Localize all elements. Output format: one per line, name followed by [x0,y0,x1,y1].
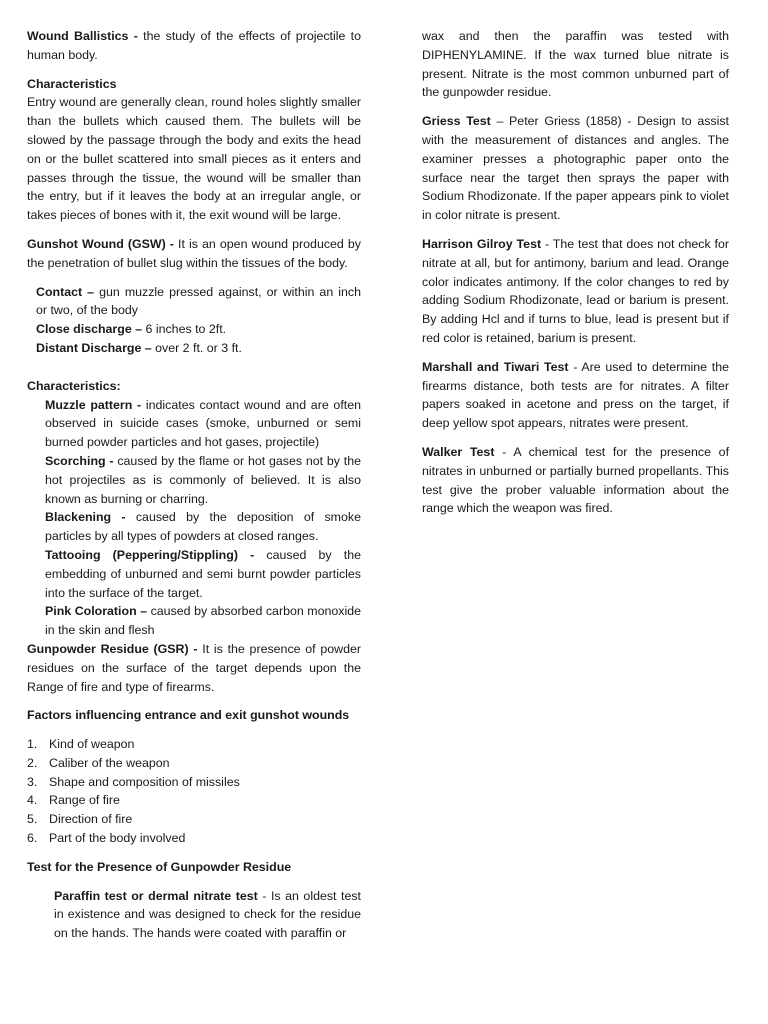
gsr-term: Gunpowder Residue (GSR) - [27,641,198,656]
walker-definition: - A chemical test for the presence of nitrates in unburned or partially burned propellants. This test give the prober valuable information about the range which the weapon was fired. [422,444,730,516]
characteristic-item: Scorching - caused by the flame or hot gases not by the hot projectiles as is commonly of believed. It is also known as burning or charring. [45,453,361,506]
left-column [27,27,361,943]
griess-definition: – Peter Griess (1858) - Design to assist with the measurement of distances and angles. The examiner presses a photographic paper onto the surface near the target then sprays the paper with Sodium Rhodizonate. If the paper appears pink to violet in color nitrate is present. [422,114,729,223]
marshall-definition: - Are used to determine the firearms distance, both tests are for nitrates. A filter papers soaked in acetone and press on the target, if deep yellow spot appears, nitrates were present. [422,359,730,431]
list-item: 5. Direction of fire [27,812,133,827]
harrison-paragraph [422,235,729,348]
factors-heading: Factors influencing entrance and exit gunshot wounds [27,708,350,723]
discharge-item: Close discharge – 6 inches to 2ft. [36,322,227,337]
marshall-paragraph [422,358,729,433]
list-item: 6. Part of the body involved [27,831,186,846]
characteristic-item: Tattooing (Peppering/Stippling) - caused by the embedding of unburned and semi burnt powder particles into the surface of the target. [45,547,362,600]
characteristic-item: Pink Coloration – caused by absorbed carbon monoxide in the skin and flesh [45,604,361,638]
characteristics-paragraph: Entry wound are generally clean, round holes slightly smaller than the bullets which caused them. The bullets will be slowed by the passage through the body and exits the head on or the bullet scattered into small pieces as it enters and passes through the tissue, the wound will be smaller than the entry, but if it leaves the body at an irregular angle, or takes pieces of bones with it, the exit wound will be large. [27,95,361,223]
wound-ballistics-definition: the study of the effects of projectile to human body. [27,29,361,62]
gsr-paragraph [27,640,361,696]
discharge-item: Contact – gun muzzle pressed against, or within an inch or two, of the body [36,284,361,318]
harrison-definition: - The test that does not check for nitrate at all, but for antimony, barium and lead. Orange color indicates antimony. If the color changes to red by adding Sodium Rhodizonate, lead or barium is present. By adding Hcl and if turns to blue, lead is present but if red color is retained, barium is present. [422,236,729,345]
paraffin-definition: - Is an oldest test in existence and was designed to check for the residue on the hands. The hands were coated with paraffin or [54,888,361,941]
list-item: 3. Shape and composition of missiles [27,774,240,789]
characteristics-heading: Characteristics [27,76,117,91]
griess-paragraph [422,112,729,225]
wound-ballistics-term: Wound Ballistics - [27,29,138,43]
list-item: 2. Caliber of the weapon [27,755,170,770]
walker-term: Walker Test [422,444,495,459]
characteristics2-heading: Characteristics: [27,378,121,393]
list-item: 1. Kind of weapon [27,737,135,752]
list-item: 4. Range of fire [27,793,120,808]
gsw-term: Gunshot Wound (GSW) - [27,236,174,251]
marshall-term: Marshall and Tiwari Test [422,359,569,374]
gsw-definition: It is an open wound produced by the penetration of bullet slug within the tissues of the body. [27,236,361,270]
characteristics2-list [27,396,361,640]
discharge-list [27,283,361,358]
griess-term: Griess Test [422,114,491,129]
factors-list [27,735,361,848]
right-column [422,27,729,518]
characteristic-item: Blackening - caused by the deposition of smoke particles by all types of powders at closed ranges. [45,510,361,544]
characteristic-item: Muzzle pattern - indicates contact wound and are often observed in suicide cases (smoke, unburned or semi burned powder particles and hot gases, projectile) [45,397,361,450]
gsr-definition: It is the presence of powder residues on the surface of the target depends upon the Range of fire and type of firearms. [27,641,361,694]
paraffin-term: Paraffin test or dermal nitrate test [54,888,258,903]
harrison-term: Harrison Gilroy Test [422,236,542,251]
discharge-item: Distant Discharge – over 2 ft. or 3 ft. [36,340,242,355]
test-heading: Test for the Presence of Gunpowder Residue [27,859,292,874]
paraffin-paragraph [27,887,361,943]
paraffin-continued: wax and then the paraffin was tested with DIPHENYLAMINE. If the wax turned blue nitrate is present. Nitrate is the most common unburned part of the gunpowder residue. [422,29,729,100]
walker-paragraph [422,443,729,518]
wound-ballistics-paragraph [27,27,361,65]
gsw-paragraph [27,235,361,273]
